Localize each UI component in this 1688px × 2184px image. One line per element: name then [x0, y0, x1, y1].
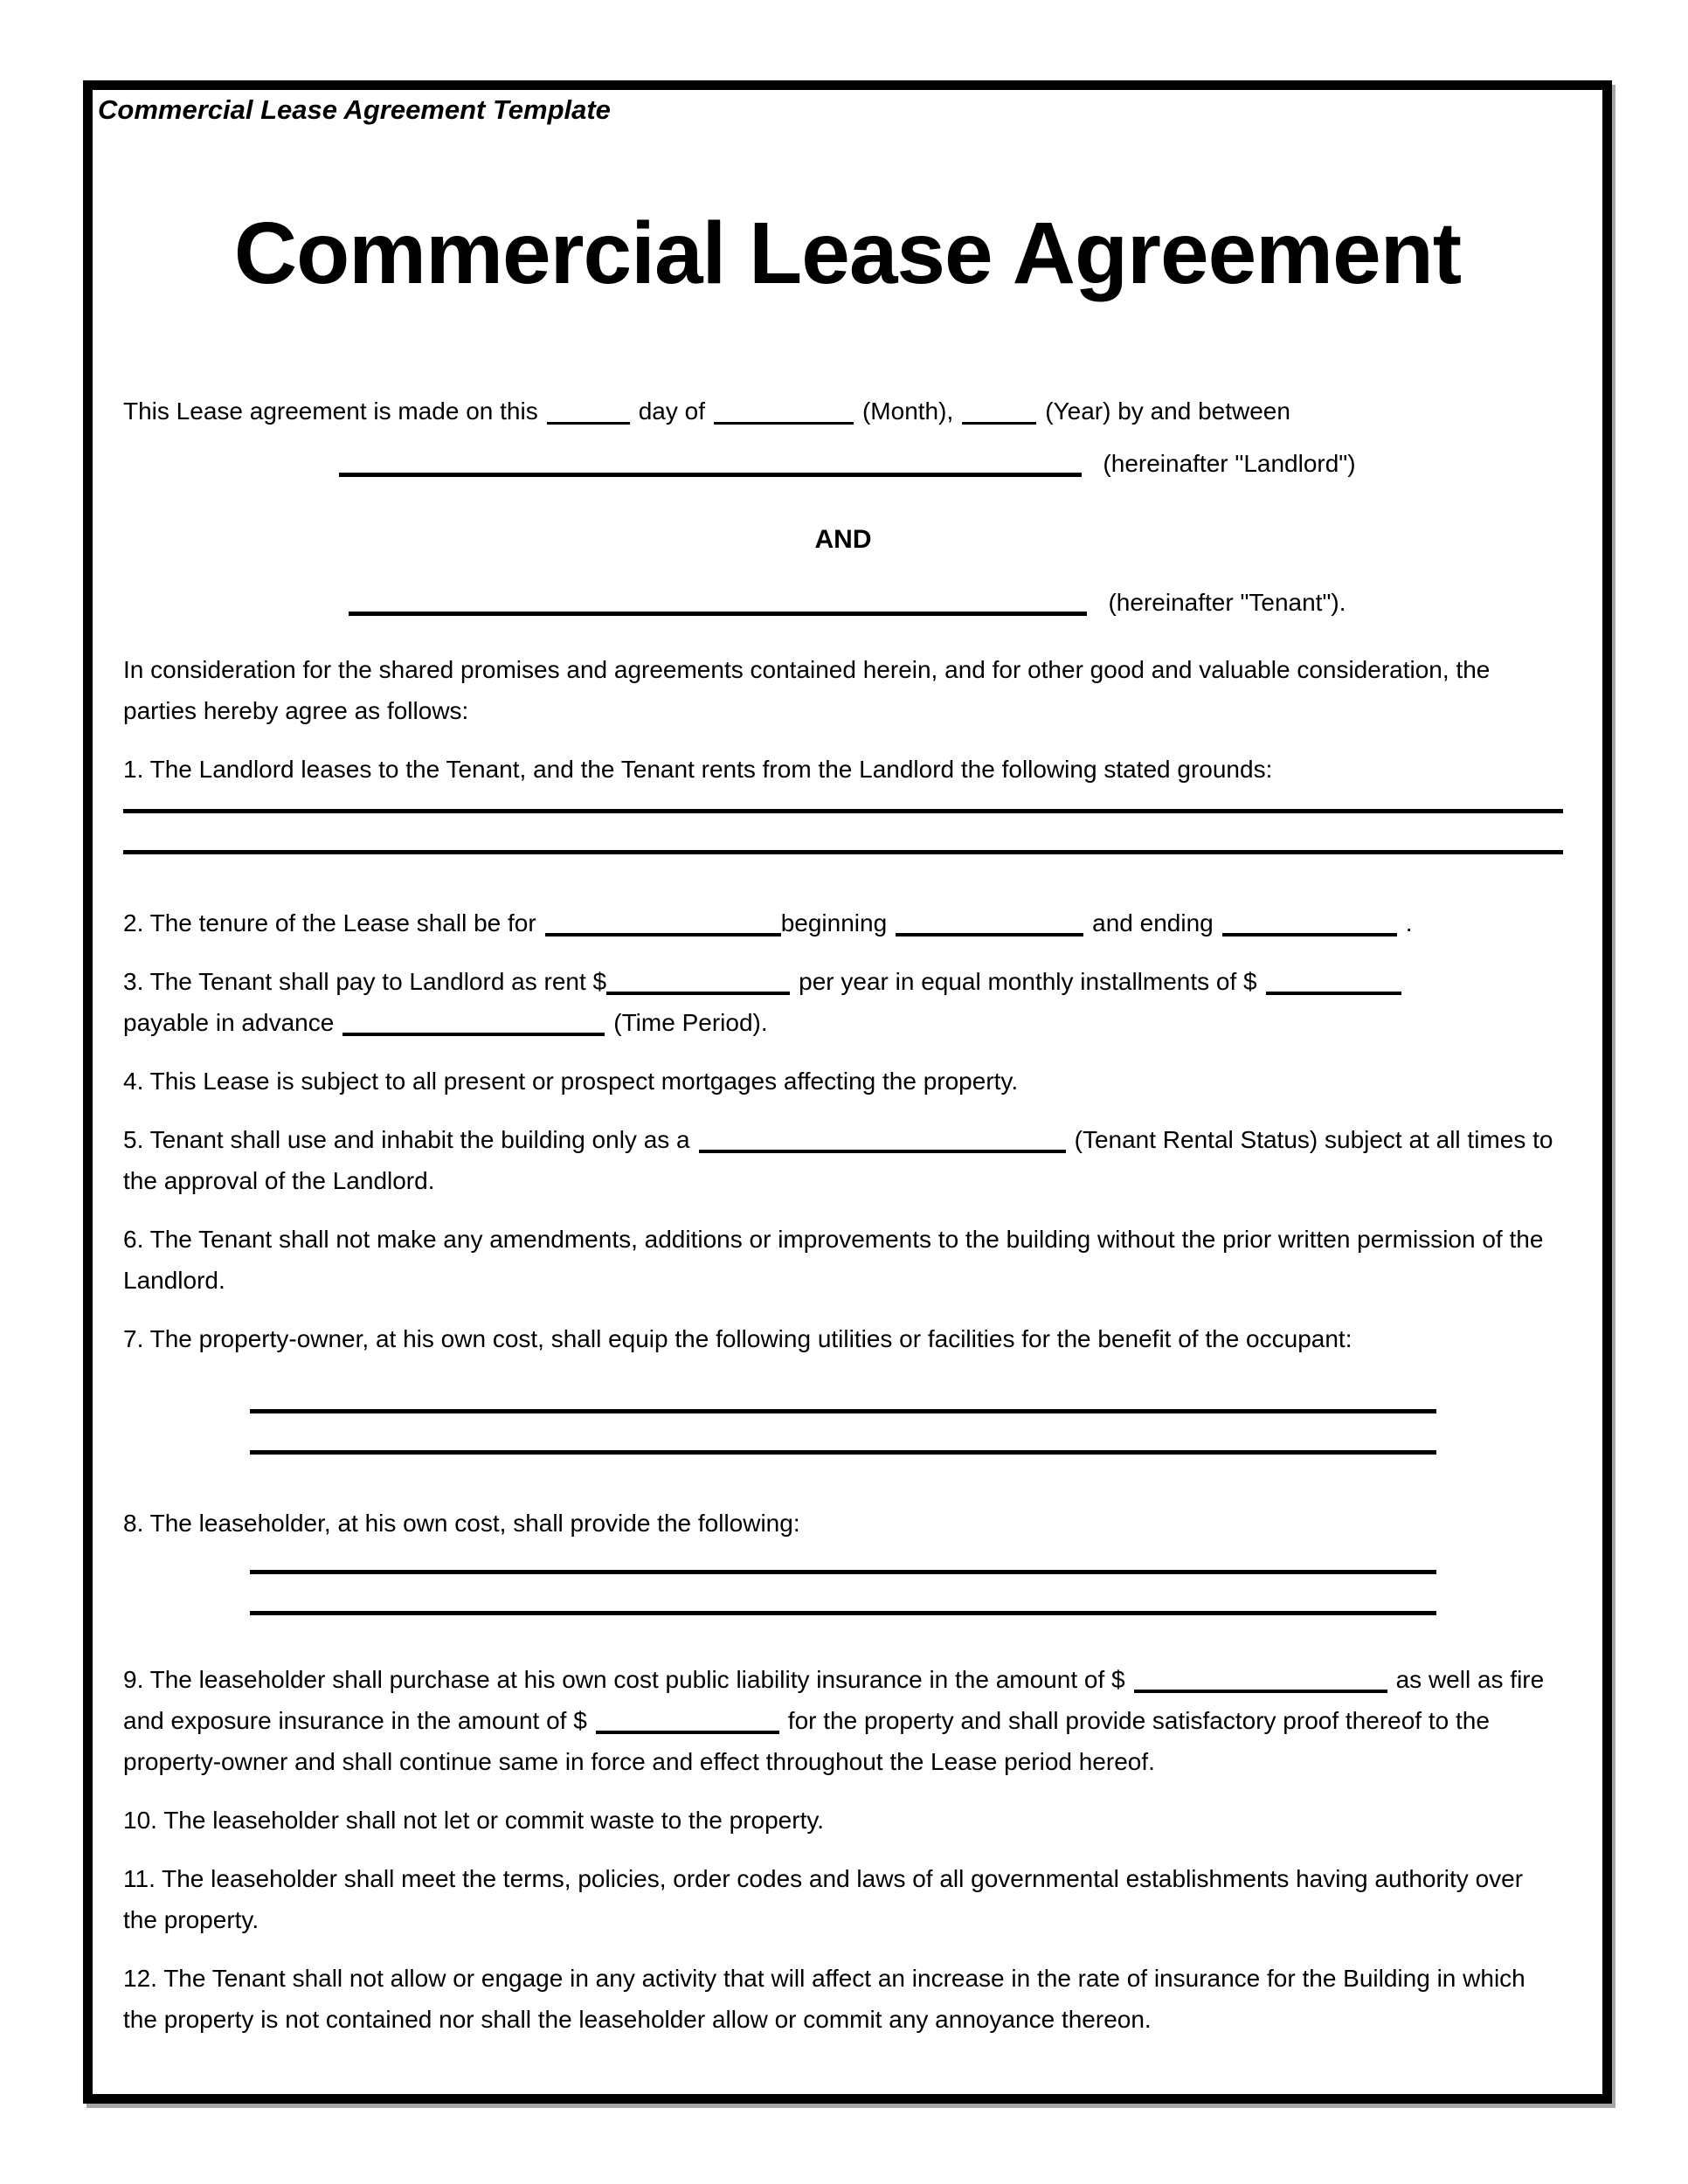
clause-2-period: . — [1405, 909, 1413, 936]
document-body — [93, 390, 1602, 2040]
blank-day — [547, 396, 630, 425]
blank-begin-date — [896, 907, 1083, 936]
clause-3 — [123, 961, 1563, 1043]
and-separator: AND — [814, 525, 872, 554]
clause-3-rent-text: 3. The Tenant shall pay to Landlord as rent $ — [123, 968, 607, 995]
blank-tenure-length — [545, 907, 781, 936]
tenant-line — [123, 582, 1563, 623]
clause-8: 8. The leaseholder, at his own cost, shall provide the following: — [123, 1510, 800, 1537]
clause-2-ending-label: and ending — [1092, 909, 1214, 936]
clause-9 — [123, 1659, 1563, 1782]
clause-5 — [123, 1119, 1563, 1201]
blank-advance-period — [342, 1006, 605, 1036]
clause-1: 1. The Landlord leases to the Tenant, and the Tenant rents from the Landlord the following stated grounds: — [123, 756, 1273, 783]
blank-tenant-name — [349, 585, 1087, 616]
writing-line — [250, 1409, 1436, 1413]
clause-10: 10. The leaseholder shall not let or commit waste to the property. — [123, 1807, 825, 1834]
clause-9-liability-text: 9. The leaseholder shall purchase at his own cost public liability insurance in the amount of $ — [123, 1666, 1125, 1693]
doc-title: Commercial Lease Agreement — [233, 204, 1462, 302]
clause-3-installments-text: per year in equal monthly installments of $ — [799, 968, 1257, 995]
blank-liability-amount — [1134, 1663, 1387, 1693]
writing-line — [250, 1450, 1436, 1455]
intro-text-day-of: day of — [638, 397, 705, 425]
clause-2 — [123, 902, 1563, 943]
tenant-caption: (hereinafter "Tenant"). — [1108, 589, 1346, 616]
document-frame — [83, 80, 1612, 2104]
clause-12: 12. The Tenant shall not allow or engage in any activity that will affect an increase in the rate of insurance for the Building in which the property is not contained nor shall the leaseholder allow or commit any annoyance thereon. — [123, 1965, 1525, 2033]
clause-9-fire-text: as well as fire and exposure insurance in the amount of $ — [123, 1666, 1545, 1734]
landlord-line — [123, 443, 1563, 484]
blank-fire-insurance-amount — [596, 1704, 779, 1734]
landlord-caption: (hereinafter "Landlord") — [1103, 450, 1356, 477]
intro-text-made-on: This Lease agreement is made on this — [123, 397, 538, 425]
intro-paragraph — [123, 390, 1563, 432]
clause-3-advance-text: payable in advance — [123, 1009, 335, 1036]
clause-5-status-text: (Tenant Rental Status) subject at all times to the approval of the Landlord. — [123, 1126, 1553, 1194]
blank-monthly-installment — [1266, 965, 1401, 995]
blank-end-date — [1222, 907, 1397, 936]
writing-line — [123, 850, 1563, 854]
intro-text-month-label: (Month), — [861, 397, 954, 425]
blank-month — [714, 396, 854, 425]
doc-template-label: Commercial Lease Agreement Template — [98, 94, 611, 125]
writing-line — [250, 1570, 1436, 1574]
blank-rental-status — [699, 1123, 1066, 1153]
blank-landlord-name — [339, 446, 1082, 477]
clause-11: 11. The leaseholder shall meet the terms, policies, order codes and laws of all governmental establishments having authority over the property. — [123, 1865, 1524, 1933]
writing-line — [250, 1611, 1436, 1615]
clause-9-proof-text: for the property and shall provide satisfactory proof thereof to the property-owner and shall continue same in force and effect throughout the Lease period hereof. — [123, 1707, 1490, 1775]
blank-year — [962, 396, 1036, 425]
clause-3-time-period-label: (Time Period). — [613, 1009, 768, 1036]
consideration-paragraph: In consideration for the shared promises and agreements contained herein, and for other good and valuable consideration, the parties hereby agree as follows: — [123, 656, 1491, 724]
intro-text-year-by: (Year) by and between — [1045, 397, 1290, 425]
clause-5-text: 5. Tenant shall use and inhabit the building only as a — [123, 1126, 690, 1153]
clause-7: 7. The property-owner, at his own cost, shall equip the following utilities or facilities for the benefit of the occupant: — [123, 1325, 1352, 1352]
clause-4: 4. This Lease is subject to all present or prospect mortgages affecting the property. — [123, 1068, 1019, 1095]
writing-line — [123, 809, 1563, 813]
blank-annual-rent — [606, 965, 790, 995]
clause-2-text: 2. The tenure of the Lease shall be for — [123, 909, 536, 936]
clause-2-beginning-label: beginning — [780, 909, 888, 936]
clause-6: 6. The Tenant shall not make any amendments, additions or improvements to the building without the prior written permission of the Landlord. — [123, 1226, 1544, 1294]
